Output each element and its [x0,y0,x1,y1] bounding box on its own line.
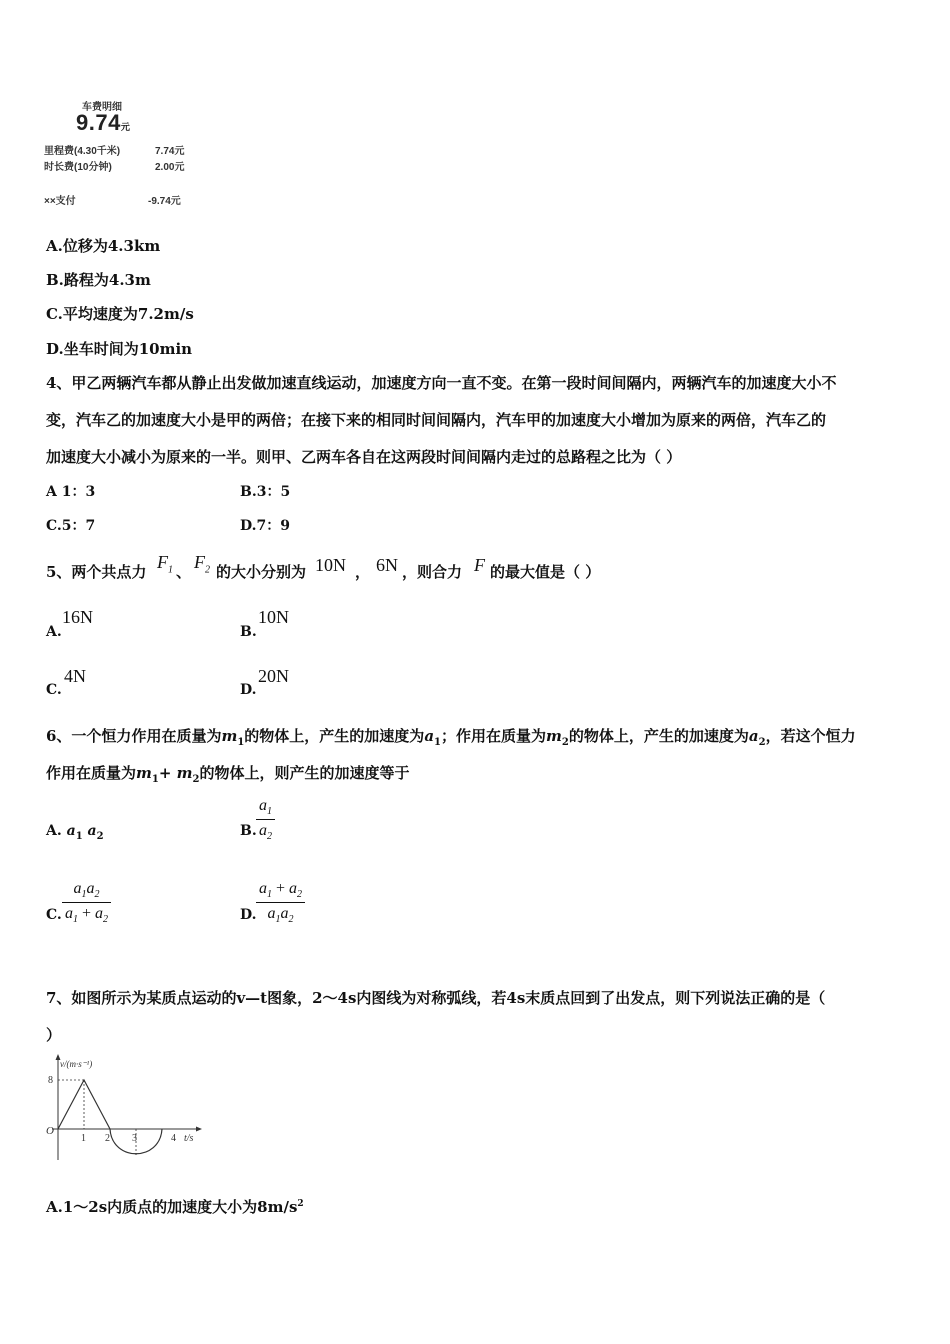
q6-line-1: 6、一个恒力作用在质量为$m_1$的物体上，产生的加速度为$a_1$；作用在质量为$m_2$的物体上，产生的加速度为$a_2$，若这个恒力 [46,727,856,748]
x-tick-label: 1 [81,1133,86,1144]
q5-option-a-letter: A. [46,624,62,640]
x-tick-label: 2 [105,1133,110,1144]
q3-option-b: B.路程为4.3m [46,271,151,289]
x-tick-label: 3 [132,1133,137,1144]
q5-option-b-value: 10N [258,607,289,627]
q5-option-c-value: 4N [64,666,86,686]
q7-option-a: A.1～2s内质点的加速度大小为$8m/s^2$ [46,1198,304,1216]
q6-line-2: 作用在质量为$m_1+ m_2$的物体上，则产生的加速度等于 [46,764,410,785]
q6-option-d-fraction: $\frac{a_1 + a_2}{a_1a_2}$ [256,880,305,925]
q6-option-d-letter: D. [240,907,257,923]
q3-option-a: A.位移为4.3km [46,237,161,255]
q4-option-c: C.5：7 [46,518,96,534]
q3-option-c: C.平均速度为7.2m/s [46,305,194,323]
q5-f1: $F_1$ [157,552,173,576]
q5-f2: $F_2$ [194,552,210,576]
q5-mid2: ，则合力 [402,563,463,581]
x-axis-arrow [196,1127,202,1132]
q3-option-d: D.坐车时间为10min [46,340,193,358]
receipt-total-amount: 9.74 [76,110,121,135]
q4-line: 变，汽车乙的加速度大小是甲的两倍；在接下来的相同时间间隔内，汽车甲的加速度大小增加为原来的两倍，汽车乙的 [46,411,827,429]
q7-line-2: ） [46,1026,62,1044]
q6-option-b-fraction: $\frac{a_1}{a_2}$ [256,797,275,842]
x-tick-label: 4 [171,1133,176,1144]
q5-option-b-letter: B. [240,624,257,640]
q5-prefix: 5、两个共点力 [46,563,147,581]
q6-option-a: A. $a_1$ $a_2$ [46,823,104,842]
q5-sep: 、 [176,563,192,581]
receipt-total [76,110,130,136]
origin-label: O [46,1125,54,1137]
q5-suffix: 的最大值是（ ） [490,563,601,581]
q4-line: 加速度大小减小为原来的一半。则甲、乙两车各自在这两段时间间隔内走过的总路程之比为（ ） [46,448,682,466]
receipt-row-value: -9.74元 [148,196,181,207]
q5-option-d-letter: D. [240,682,257,698]
q5-option-a-value: 16N [62,607,93,627]
q5-option-d-value: 20N [258,666,289,686]
receipt-row-label: 里程费(4.30千米) [44,146,121,157]
q6-option-c-fraction: $\frac{a_1a_2}{a_1 + a_2}$ [62,880,111,925]
q5-value-1: 10N [315,555,346,575]
q5-option-c-letter: C. [46,682,62,698]
q4-option-d: D.7：9 [240,518,290,534]
y-tick-label: 8 [48,1075,53,1086]
q5-mid: 的大小分别为 [216,563,307,581]
q5-f: F [474,555,485,575]
q4-line: 4、甲乙两辆汽车都从静止出发做加速直线运动，加速度方向一直不变。在第一段时间间隔内，两辆汽车的加速度大小不 [46,374,837,392]
receipt-row-label: 时长费(10分钟) [44,162,112,173]
receipt-total-unit: 元 [120,122,130,132]
q6-option-c-letter: C. [46,907,62,923]
receipt-title: 车费明细 [82,102,122,113]
receipt-row-value: 7.74元 [155,146,185,157]
receipt-row-value: 2.00元 [155,162,185,173]
q5-value-2: 6N [376,555,398,575]
y-axis-label: v/(m·s⁻¹) [60,1059,93,1069]
q4-option-b: B.3：5 [240,484,291,500]
q7-line-1: 7、如图所示为某质点运动的v—t图象，2～4s内图线为对称弧线，若4s末质点回到了出发点，则下列说法正确的是（ [46,989,826,1007]
x-axis-label: t/s [184,1133,194,1144]
q6-option-b-letter: B. [240,823,257,839]
q4-option-a: A 1：3 [46,484,96,500]
q5-comma: ， [355,563,371,581]
vt-graph [40,1050,210,1165]
receipt-row-label: ××支付 [44,196,76,207]
